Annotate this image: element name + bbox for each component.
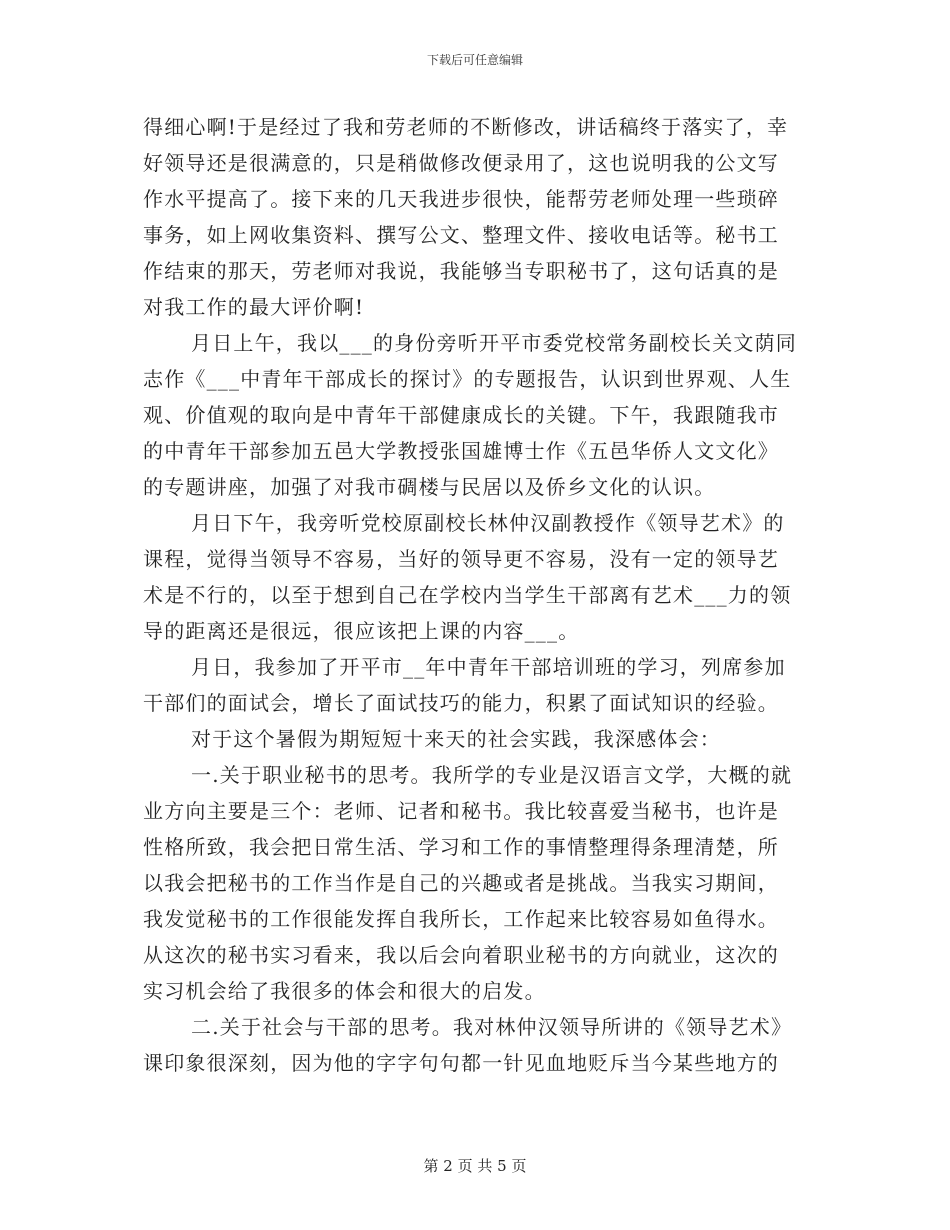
text-line: 好领导还是很满意的，只是稍做修改便录用了，这也说明我的公文写 bbox=[143, 151, 779, 175]
paragraph bbox=[143, 325, 808, 505]
document-body bbox=[143, 109, 808, 1081]
text-line: 性格所致，我会把日常生活、学习和工作的事情整理得条理清楚，所 bbox=[143, 835, 779, 859]
text-line: 干部们的面试会，增长了面试技巧的能力，积累了面试知识的经验。 bbox=[143, 691, 779, 715]
text-line: 的专题讲座，加强了对我市碉楼与民居以及侨乡文化的认识。 bbox=[143, 475, 716, 499]
text-line: 术是不行的，以至于想到自己在学校内当学生干部离有艺术___力的领 bbox=[143, 583, 792, 607]
text-line: 的中青年干部参加五邑大学教授张国雄博士作《五邑华侨人文文化》 bbox=[143, 439, 779, 463]
paragraph bbox=[143, 649, 808, 721]
text-line: 从这次的秘书实习看来，我以后会向着职业秘书的方向就业，这次的 bbox=[143, 943, 779, 967]
text-line: 月日，我参加了开平市__年中青年干部培训班的学习，列席参加 bbox=[191, 655, 786, 679]
paragraph bbox=[143, 757, 808, 1009]
text-line: 对我工作的最大评价啊! bbox=[143, 295, 365, 319]
page-header: 下载后可任意编辑 bbox=[426, 53, 523, 67]
text-line: 二.关于社会与干部的思考。我对林仲汉领导所讲的《领导艺术》 bbox=[191, 1015, 793, 1039]
text-line: 月日上午，我以___的身份旁听开平市委党校常务副校长关文荫同 bbox=[191, 331, 797, 355]
text-line: 我发觉秘书的工作很能发挥自我所长，工作起来比较容易如鱼得水。 bbox=[143, 907, 779, 931]
text-line: 事务，如上网收集资料、撰写公文、整理文件、接收电话等。秘书工 bbox=[143, 223, 779, 247]
text-line: 实习机会给了我很多的体会和很大的启发。 bbox=[143, 979, 546, 1003]
text-line: 课程，觉得当领导不容易，当好的领导更不容易，没有一定的领导艺 bbox=[143, 547, 779, 571]
text-line: 以我会把秘书的工作当作是自己的兴趣或者是挑战。当我实习期间， bbox=[143, 871, 779, 895]
text-line: 得细心啊!于是经过了我和劳老师的不断修改，讲话稿终于落实了，幸 bbox=[143, 115, 789, 139]
text-line: 课印象很深刻，因为他的字字句句都一针见血地贬斥当今某些地方的 bbox=[143, 1051, 779, 1075]
paragraph bbox=[143, 1009, 808, 1081]
text-line: 对于这个暑假为期短短十来天的社会实践，我深感体会： bbox=[191, 727, 721, 751]
text-line: 观、价值观的取向是中青年干部健康成长的关键。下午，我跟随我市 bbox=[143, 403, 779, 427]
page-footer: 第 2 页 共 5 页 bbox=[423, 1157, 527, 1175]
text-line: 月日下午，我旁听党校原副校长林仲汉副教授作《领导艺术》的 bbox=[191, 511, 785, 535]
text-line: 作结束的那天，劳老师对我说，我能够当专职秘书了，这句话真的是 bbox=[143, 259, 779, 283]
text-line: 一.关于职业秘书的思考。我所学的专业是汉语言文学，大概的就 bbox=[191, 763, 793, 787]
text-line: 业方向主要是三个：老师、记者和秘书。我比较喜爱当秘书，也许是 bbox=[143, 799, 779, 823]
text-line: 导的距离还是很远，很应该把上课的内容___。 bbox=[143, 619, 580, 643]
paragraph bbox=[143, 505, 808, 649]
paragraph bbox=[143, 721, 808, 757]
text-line: 作水平提高了。接下来的几天我进步很快，能帮劳老师处理一些琐碎 bbox=[143, 187, 779, 211]
paragraph bbox=[143, 109, 808, 325]
text-line: 志作《___中青年干部成长的探讨》的专题报告，认识到世界观、人生 bbox=[143, 367, 792, 391]
